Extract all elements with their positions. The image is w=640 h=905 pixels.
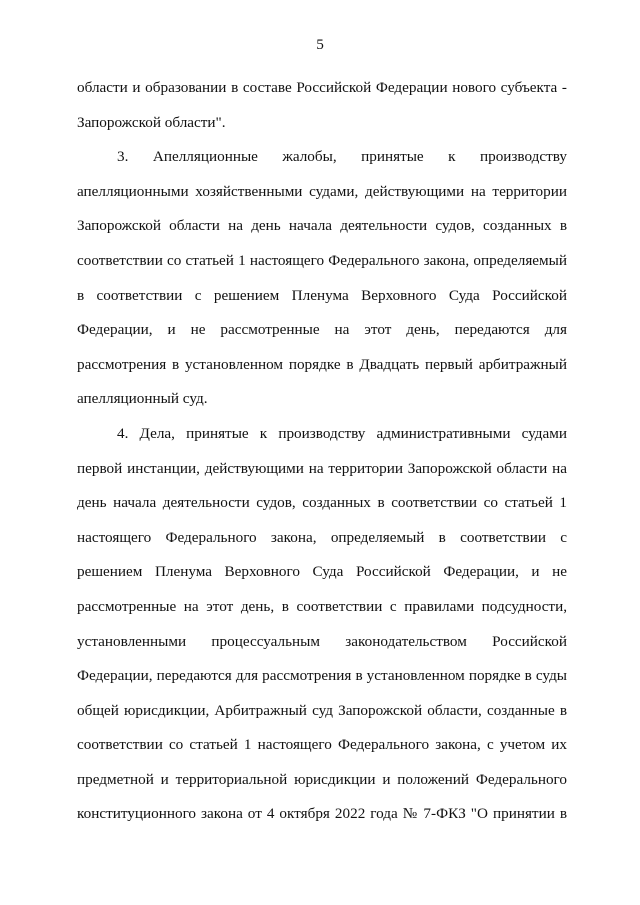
text-line: Федерации, передаются для рассмотрения в установленном порядке в суды: [77, 667, 567, 685]
page-number: 5: [316, 36, 324, 53]
text-line: настоящего Федерального закона, определяемый в соответствии с: [77, 528, 567, 546]
text-line: Запорожской области на день начала деятельности судов, созданных в: [77, 217, 567, 235]
text-line: установленными процессуальным законодательством Российской: [77, 632, 567, 650]
text-line: соответствии со статьей 1 настоящего Федерального закона, определяемый: [77, 251, 567, 269]
text-line: 4. Дела, принятые к производству административными судами: [117, 424, 567, 442]
text-line: общей юрисдикции, Арбитражный суд Запорожской области, созданные в: [77, 701, 567, 719]
text-line: Федерации, и не рассмотренные на этот день, передаются для: [77, 321, 567, 339]
paragraph-item-3: [77, 145, 567, 422]
text-line: соответствии со статьей 1 настоящего Федерального закона, с учетом их: [77, 736, 567, 754]
text-line: в соответствии с решением Пленума Верховного Суда Российской: [77, 286, 567, 304]
text-line: области и образовании в составе Российской Федерации нового субъекта -: [77, 79, 567, 96]
paragraph-continuation: [77, 76, 567, 145]
text-line: предметной и территориальной юрисдикции и положений Федерального: [77, 770, 567, 788]
text-line: рассмотренные на этот день, в соответствии с правилами подсудности,: [77, 597, 567, 615]
text-line: апелляционный суд.: [77, 390, 208, 408]
text-line: рассмотрения в установленном порядке в Двадцать первый арбитражный: [77, 355, 567, 373]
text-line: Запорожской области".: [77, 113, 226, 131]
document-body: [77, 76, 567, 837]
paragraph-item-4: [77, 422, 567, 837]
text-line: решением Пленума Верховного Суда Российской Федерации, и не: [77, 563, 567, 581]
text-line: конституционного закона от 4 октября 2022 года № 7-ФКЗ "О принятии в: [77, 805, 567, 823]
text-line: день начала деятельности судов, созданных в соответствии со статьей 1: [77, 494, 567, 512]
text-line: апелляционными хозяйственными судами, действующими на территории: [77, 182, 567, 200]
text-line: 3. Апелляционные жалобы, принятые к производству: [117, 148, 567, 166]
text-line: первой инстанции, действующими на территории Запорожской области на: [77, 459, 567, 477]
